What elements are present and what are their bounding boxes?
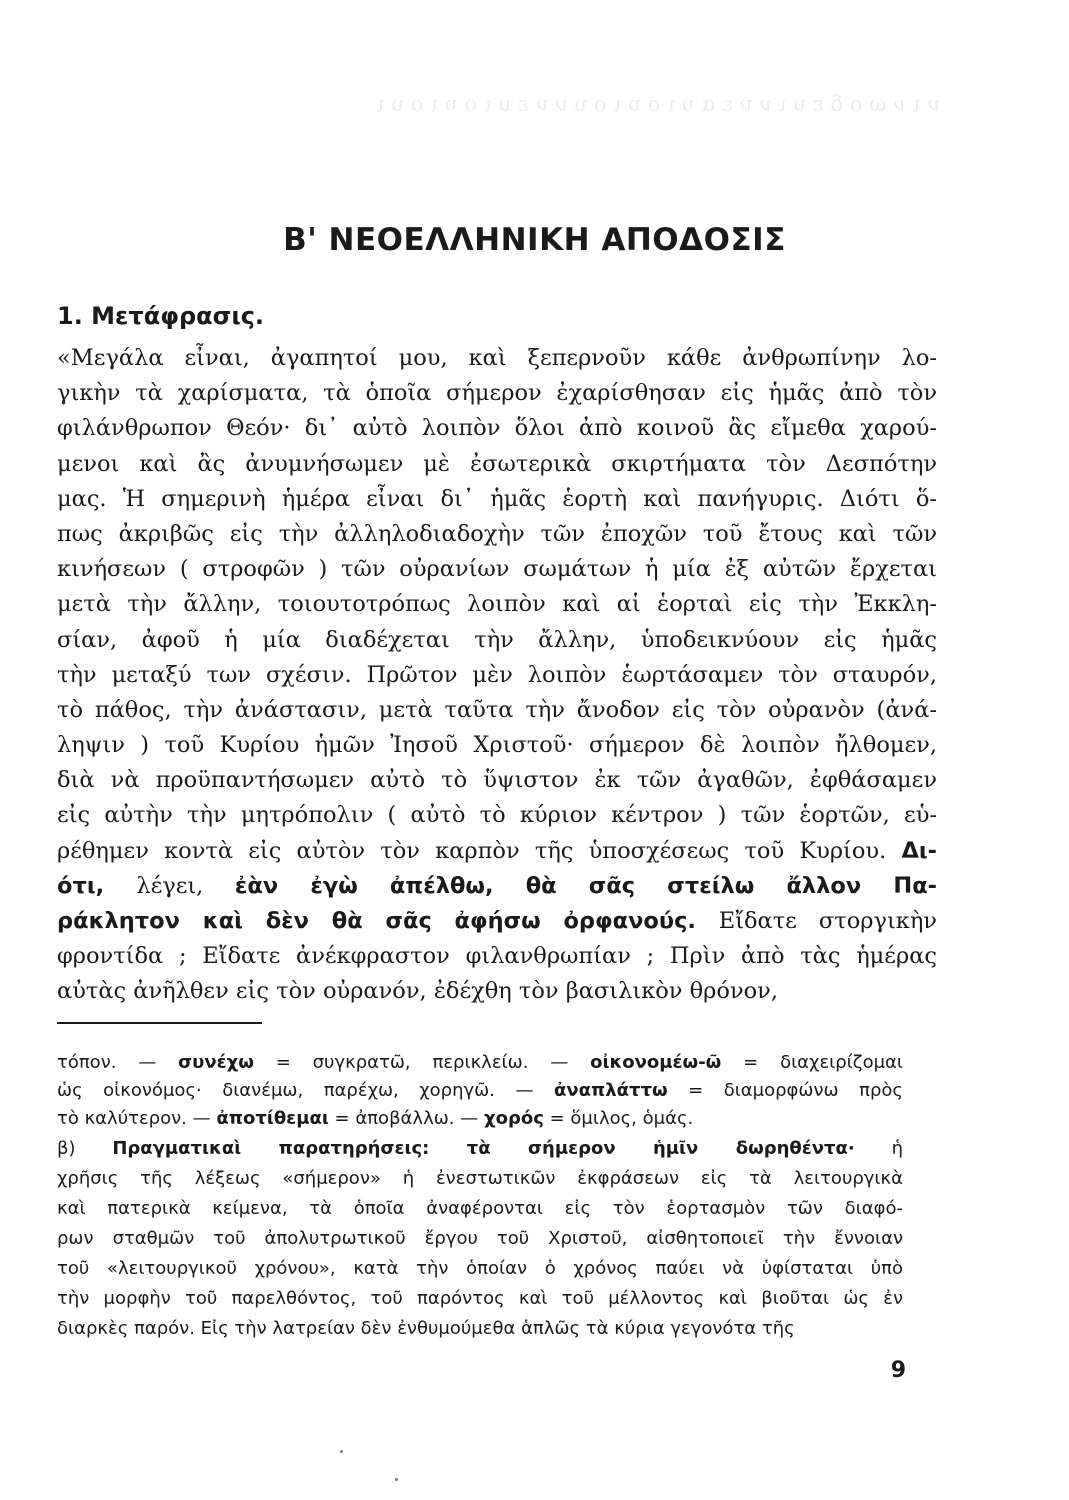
bold-text-run: ἀναπλάττω <box>553 1080 668 1101</box>
text-run: «Μεγάλα εἶναι, ἀγαπητοί μου, καὶ ξεπερνοῦν κάθε ἀνθρωπίνην λο- <box>57 345 937 371</box>
bold-text-run: ράκλητον καὶ δὲν θὰ σᾶς ἀφήσω ὀρφανούς. <box>57 908 719 934</box>
bold-text-run: ότι, <box>57 872 137 899</box>
text-line <box>57 939 937 974</box>
text-run: = ὅμιλος, ὁμάς. <box>543 1108 694 1129</box>
bold-text-run: Πραγματικαὶ παρατηρήσεις: τὰ σήμερον ἡμῖν δωρηθέντα· <box>112 1138 855 1159</box>
text-run: καὶ πατερικὰ κείμενα, τὰ ὁποῖα ἀναφέρονται εἰς τὸν ἑορτασμὸν τῶν διαφό- <box>57 1198 903 1219</box>
text-run: = συγκρατῶ, περικλείω. — <box>253 1052 591 1073</box>
note-line <box>57 1284 903 1314</box>
text-line <box>57 763 937 798</box>
note-line <box>57 1105 903 1133</box>
text-line <box>57 341 937 376</box>
text-run: ἡ <box>854 1138 904 1159</box>
text-run: διαρκὲς παρόν. Εἰς τὴν λατρείαν δὲν ἐνθυμούμεθα ἁπλῶς τὰ κύρια γεγονότα τῆς <box>57 1318 795 1339</box>
text-line <box>57 482 937 517</box>
bold-text-run: οἰκονομέω-ῶ <box>590 1052 722 1073</box>
note-line <box>57 1134 903 1164</box>
text-line <box>57 834 937 869</box>
text-line <box>57 517 937 552</box>
text-line <box>57 376 937 411</box>
text-run: τὴν μορφὴν τοῦ παρελθόντος, τοῦ παρόντος καὶ τοῦ μέλλοντος καὶ βιοῦται ὡς ἐν <box>57 1288 903 1309</box>
factual-remarks <box>57 1134 903 1344</box>
text-run: εἰς αὐτὴν τὴν μητρόπολιν ( αὐτὸ τὸ κύριον κέντρον ) τῶν ἑορτῶν, εὑ- <box>57 802 937 829</box>
text-run: ληψιν ) τοῦ Κυρίου ἡμῶν Ἰησοῦ Χριστοῦ· σήμερον δὲ λοιπὸν ἤλθομεν, <box>57 732 937 759</box>
text-run: = διαμορφώνω πρὸς <box>667 1080 903 1101</box>
text-line <box>57 552 937 587</box>
note-line <box>57 1164 903 1194</box>
text-line <box>57 623 937 658</box>
text-run: = ἀποβάλλω. — <box>328 1108 484 1129</box>
text-run: λέγει, <box>136 872 235 899</box>
text-line <box>57 587 937 622</box>
scan-speck <box>395 1478 398 1481</box>
bold-text-run: ἀποτίθεμαι <box>216 1108 329 1129</box>
note-line <box>57 1314 903 1344</box>
text-run: πως ἀκριβῶς εἰς τὴν ἀλληλοδιαδοχὴν τῶν ἐποχῶν τοῦ ἔτους καὶ τῶν <box>57 520 937 547</box>
text-line <box>57 693 937 728</box>
bold-text-run: συνέχω <box>178 1052 254 1073</box>
text-run: μας. Ἡ σημερινὴ ἡμέρα εἶναι δι᾿ ἡμᾶς ἑορτὴ καὶ πανήγυρις. Διότι ὅ- <box>57 485 937 512</box>
text-run: τοῦ «λειτουργικοῦ χρόνου», κατὰ τὴν ὁποίαν ὁ χρόνος παύει νὰ ὑφίσταται ὑπὸ <box>57 1258 903 1279</box>
text-run: τὴν μεταξύ των σχέσιν. Πρῶτον μὲν λοιπὸν ἑωρτάσαμεν τὸν σταυρόν, <box>57 661 937 688</box>
text-run: ρων σταθμῶν τοῦ ἀπολυτρωτικοῦ ἔργου τοῦ Χριστοῦ, αἰσθητοποιεῖ τὴν ἔννοιαν <box>57 1228 903 1249</box>
text-run: τὸ καλύτερον. — <box>57 1108 217 1129</box>
note-line <box>57 1254 903 1284</box>
text-run: φροντίδα ; Εἴδατε ἀνέκφραστον φιλανθρωπίαν ; Πρὶν ἀπὸ τὰς ἡμέρας <box>57 943 937 970</box>
bold-text-run: χορός <box>483 1108 544 1129</box>
text-run: σίαν, ἀφοῦ ἡ μία διαδέχεται τὴν ἄλλην, ὑποδεικνύουν εἰς ἡμᾶς <box>57 626 937 653</box>
text-run: Εἴδατε στοργικὴν <box>718 908 937 934</box>
text-line <box>57 904 937 939</box>
translation-text <box>57 341 937 1010</box>
show-through-text: ν ι ν ω ο δ ε υ ι ν ν ε α υ ι ο υ ι ο υ ν ν ε υ ι ο υ ι ο υ ι <box>376 92 940 116</box>
text-run: ρέθημεν κοντὰ εἰς αὐτὸν τὸν καρπὸν τῆς ὑποσχέσεως τοῦ Κυρίου. <box>57 837 902 864</box>
text-run: τόπον. — <box>57 1052 179 1073</box>
text-run: φιλάνθρωπον Θεόν· δι᾿ αὐτὸ λοιπὸν ὅλοι ἀπὸ κοινοῦ ἂς εἴμεθα χαρού- <box>57 415 937 442</box>
scan-speck <box>340 1450 343 1453</box>
text-run: διὰ νὰ προϋπαντήσωμεν αὐτὸ τὸ ὕψιστον ἐκ τῶν ἀγαθῶν, ἐφθάσαμεν <box>57 767 937 794</box>
text-run: αὐτὰς ἀνῆλθεν εἰς τὸν οὐρανόν, ἐδέχθη τὸν βασιλικὸν θρόνον, <box>57 978 779 1005</box>
bold-text-run: Δι- <box>901 837 937 864</box>
text-run: μενοι καὶ ἂς ἀνυμνήσωμεν μὲ ἐσωτερικὰ σκιρτήματα τὸν Δεσπότην <box>57 450 937 477</box>
bold-text-run: ἐὰν ἐγὼ ἀπέλθω, θὰ σᾶς στείλω ἄλλον Πα- <box>234 872 937 899</box>
text-run: = διαχειρίζομαι <box>721 1052 903 1073</box>
page-heading: Β' ΝΕΟΕΛΛΗΝΙΚΗ ΑΠΟΔΟΣΙΣ <box>283 222 786 258</box>
text-run: χρῆσις τῆς λέξεως «σήμερον» ἡ ἐνεστωτικῶν ἐκφράσεων εἰς τὰ λειτουργικὰ <box>57 1168 903 1189</box>
note-line <box>57 1049 903 1077</box>
text-line <box>57 411 937 446</box>
note-line <box>57 1194 903 1224</box>
text-run: β) <box>57 1138 113 1159</box>
text-line <box>57 798 937 833</box>
footnote-divider <box>57 1022 262 1024</box>
text-run: μετὰ τὴν ἄλλην, τοιουτοτρόπως λοιπὸν καὶ αἱ ἑορταὶ εἰς τὴν Ἐκκλη- <box>57 591 937 618</box>
section-title: 1. Μετάφρασις. <box>57 302 265 330</box>
note-line <box>57 1224 903 1254</box>
page-number: 9 <box>890 1358 906 1383</box>
glossary-notes <box>57 1049 903 1133</box>
text-line <box>57 728 937 763</box>
text-line <box>57 974 937 1009</box>
note-line <box>57 1077 903 1105</box>
text-line <box>57 658 937 693</box>
text-line <box>57 869 937 904</box>
text-run: ὡς οἰκονόμος· διανέμω, παρέχω, χορηγῶ. — <box>57 1080 554 1101</box>
text-run: κινήσεων ( στροφῶν ) τῶν οὐρανίων σωμάτων ἡ μία ἐξ αὐτῶν ἔρχεται <box>57 556 937 583</box>
text-line <box>57 447 937 482</box>
text-run: γικὴν τὰ χαρίσματα, τὰ ὁποῖα σήμερον ἐχαρίσθησαν εἰς ἡμᾶς ἀπὸ τὸν <box>57 380 937 407</box>
text-run: τὸ πάθος, τὴν ἀνάστασιν, μετὰ ταῦτα τὴν ἄνοδον εἰς τὸν οὐρανὸν (ἀνά- <box>57 696 937 723</box>
